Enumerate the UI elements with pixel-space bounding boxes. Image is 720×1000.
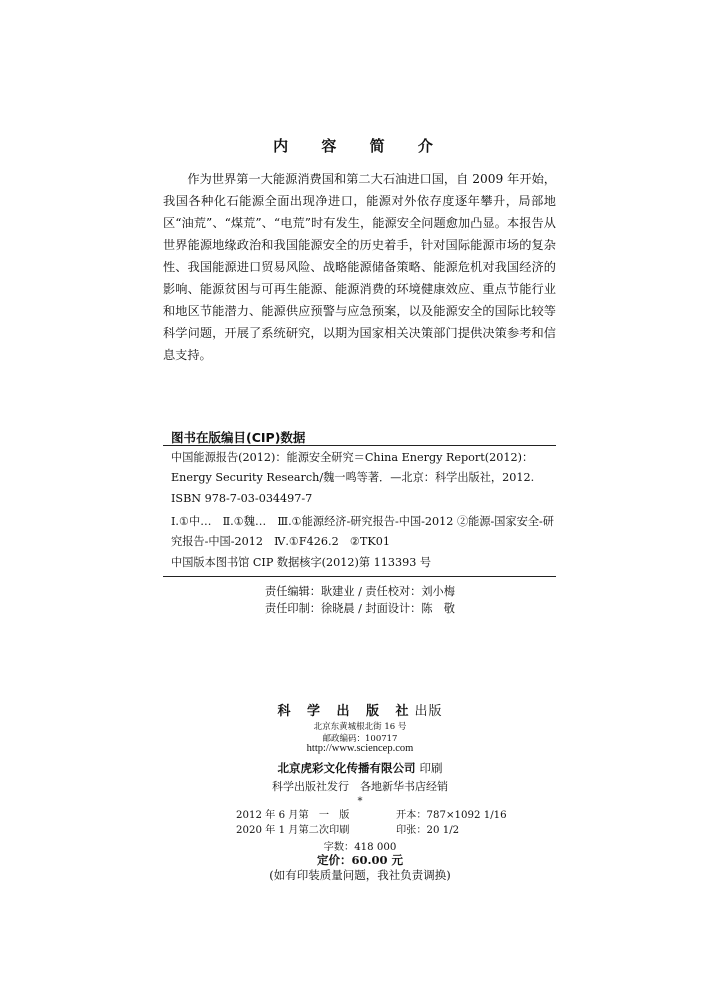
printer-suffix: 印刷: [419, 761, 443, 775]
cip-bottom-rule: [163, 576, 556, 577]
editors-line-2: 责任印制：徐晓晨 / 封面设计：陈 敬: [265, 602, 455, 615]
cip-classification: Ⅰ.①中… Ⅱ.①魏… Ⅲ.①能源经济-研究报告-中国-2012 ②能源-国家安全-研究报告-中国-2012 Ⅳ.①F426.2 ②TK01: [171, 515, 554, 548]
editors-line-1: 责任编辑：耿建业 / 责任校对：刘小梅: [265, 585, 455, 598]
publisher-postcode: 邮政编码：100717: [322, 734, 398, 744]
book-format: 开本：787×1092 1/16: [396, 810, 507, 821]
cip-top-rule: [163, 445, 556, 446]
distribution-line: 科学出版社发行 各地新华书店经销: [272, 780, 448, 793]
publisher: [0, 700, 720, 719]
publisher-suffix: 出版: [414, 704, 443, 719]
word-count: 字数：418 000: [323, 842, 397, 853]
publisher-address: 北京东黄城根北街 16 号: [313, 722, 407, 732]
publisher-website: http://www.sciencep.com: [306, 743, 414, 754]
quality-notice: (如有印装质量问题，我社负责调换): [269, 868, 451, 882]
printer-name: 北京虎彩文化传播有限公司: [277, 761, 416, 775]
printed-sheets: 印张：20 1/2: [396, 825, 460, 836]
summary-heading: 内 容 简 介: [273, 137, 447, 155]
cip-archive-number: 中国版本图书馆 CIP 数据核字(2012)第 113393 号: [171, 556, 432, 569]
cip-title: 图书在版编目(CIP)数据: [171, 430, 306, 445]
summary-body: 作为世界第一大能源消费国和第二大石油进口国，自 2009 年开始，我国各种化石能源全面出现净进口，能源对外依存度逐年攀升，局部地区“油荒”、“煤荒”、“电荒”时有发生，能源安全问题愈加凸显。本报告从世界能源地缘政治和我国能源安全的历史着手，针对国际能源市场的复杂性、我国能源进口贸易风险、战略能源储备策略、能源危机对我国经济的影响、能源贫困与可再生能源、能源消费的环境健康效应、重点节能行业和地区节能潜力、能源供应预警与应急预案，以及能源安全的国际比较等科学问题，开展了系统研究，以期为国家相关决策部门提供决策参考和信息支持。: [163, 172, 556, 362]
publisher-name: 科 学 出 版 社: [277, 704, 415, 719]
cip-book-line: 中国能源报告(2012)：能源安全研究＝China Energy Report(2012)：Energy Security Research/魏一鸣等著．—北京：科学出版社，2012.: [171, 451, 535, 484]
price: 定价：60.00 元: [316, 853, 403, 867]
reprint-info: 2020 年 1 月第二次印刷: [236, 825, 350, 836]
cip-isbn: ISBN 978-7-03-034497-7: [171, 492, 313, 505]
printer: [0, 760, 720, 776]
first-edition: 2012 年 6 月第 一 版: [236, 810, 350, 821]
separator-star: *: [357, 796, 363, 807]
